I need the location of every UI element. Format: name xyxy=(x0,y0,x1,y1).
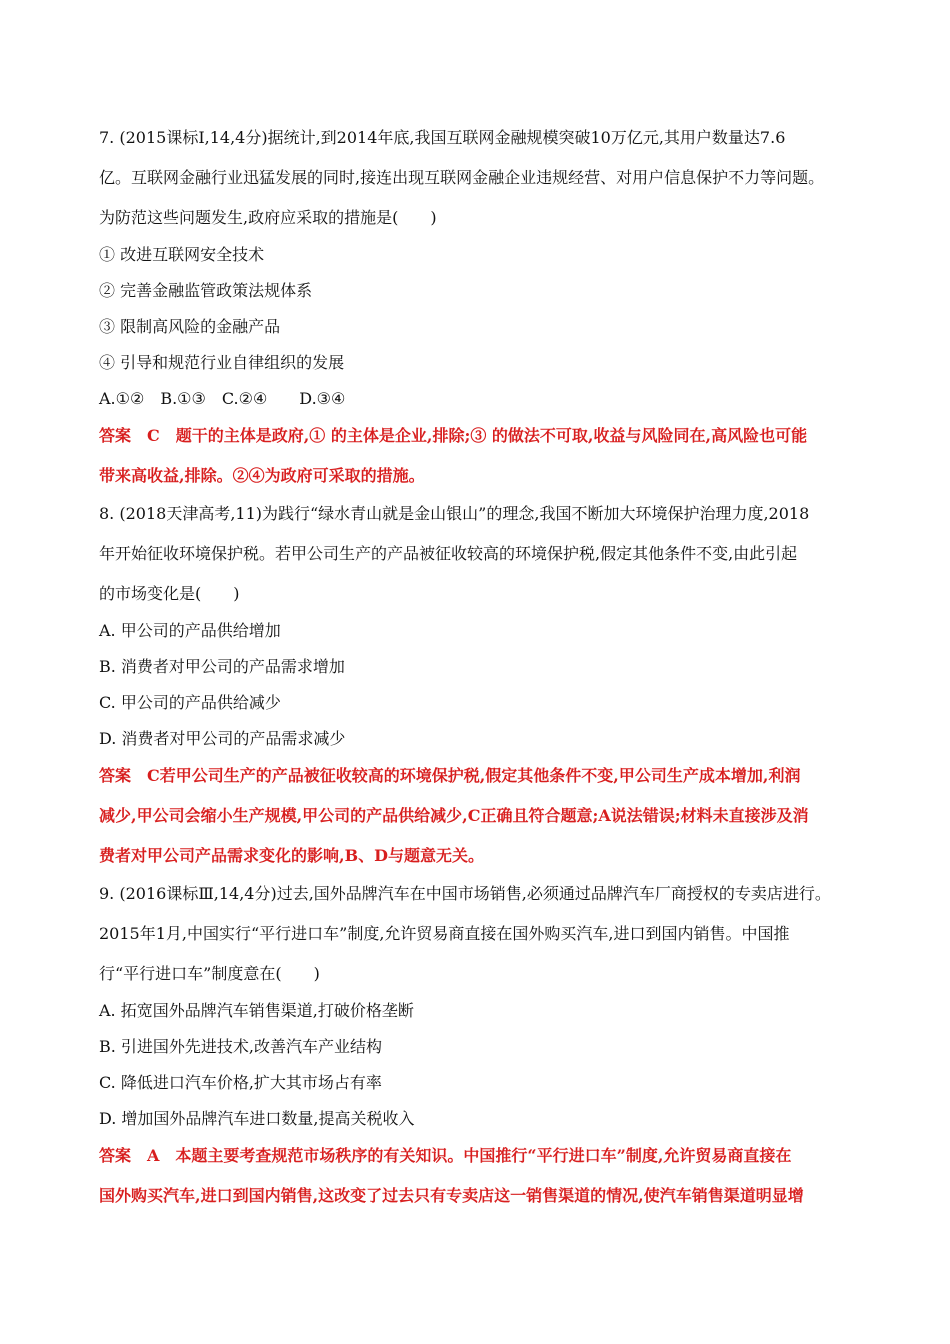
q7-item-3: ③ 限制高风险的金融产品 xyxy=(99,317,281,336)
q8-answer-line-2: 减少,甲公司会缩小生产规模,甲公司的产品供给减少,C正确且符合题意;A说法错误;材料未直接涉及消 xyxy=(99,806,809,825)
q8-answer-line-1: 答案 C若甲公司生产的产品被征收较高的环境保护税,假定其他条件不变,甲公司生产成本增加,利润 xyxy=(99,766,801,785)
q9-option-d: D. 增加国外品牌汽车进口数量,提高关税收入 xyxy=(99,1109,415,1128)
q7-stem-line-2: 亿。互联网金融行业迅猛发展的同时,接连出现互联网金融企业违规经营、对用户信息保护不力等问题。 xyxy=(99,168,825,187)
q7-item-2: ② 完善金融监管政策法规体系 xyxy=(99,281,313,300)
q8-option-c: C. 甲公司的产品供给减少 xyxy=(99,693,281,712)
q7-answer-line-2: 带来高收益,排除。②④为政府可采取的措施。 xyxy=(99,466,425,485)
q9-option-a: A. 拓宽国外品牌汽车销售渠道,打破价格垄断 xyxy=(99,1001,414,1020)
q8-option-d: D. 消费者对甲公司的产品需求减少 xyxy=(99,729,346,748)
q8-stem-line-2: 年开始征收环境保护税。若甲公司生产的产品被征收较高的环境保护税,假定其他条件不变,由此引起 xyxy=(99,544,798,563)
q7-stem-line-3: 为防范这些问题发生,政府应采取的措施是( ) xyxy=(99,208,437,227)
q7-stem-line-1: 7. (2015课标Ⅰ,14,4分)据统计,到2014年底,我国互联网金融规模突破10万亿元,其用户数量达7.6 xyxy=(99,128,786,147)
q9-stem-line-3: 行“平行进口车”制度意在( ) xyxy=(99,964,320,983)
q9-option-b: B. 引进国外先进技术,改善汽车产业结构 xyxy=(99,1037,383,1056)
q8-option-a: A. 甲公司的产品供给增加 xyxy=(99,621,281,640)
q9-stem-line-2: 2015年1月,中国实行“平行进口车”制度,允许贸易商直接在国外购买汽车,进口到国内销售。中国推 xyxy=(99,924,790,943)
q8-stem-line-1: 8. (2018天津高考,11)为践行“绿水青山就是金山银山”的理念,我国不断加大环境保护治理力度,2018 xyxy=(99,504,810,523)
q9-stem-line-1: 9. (2016课标Ⅲ,14,4分)过去,国外品牌汽车在中国市场销售,必须通过品牌汽车厂商授权的专卖店进行。 xyxy=(99,884,831,903)
q9-answer-line-1: 答案 A 本题主要考查规范市场秩序的有关知识。中国推行“平行进口车”制度,允许贸易商直接在 xyxy=(99,1146,792,1165)
q8-stem-line-3: 的市场变化是( ) xyxy=(99,584,240,603)
q9-option-c: C. 降低进口汽车价格,扩大其市场占有率 xyxy=(99,1073,382,1092)
q7-answer-line-1: 答案 C 题干的主体是政府,① 的主体是企业,排除;③ 的做法不可取,收益与风险同在,高风险也可能 xyxy=(99,426,808,445)
q8-option-b: B. 消费者对甲公司的产品需求增加 xyxy=(99,657,345,676)
q7-item-1: ① 改进互联网安全技术 xyxy=(99,245,265,264)
q9-answer-line-2: 国外购买汽车,进口到国内销售,这改变了过去只有专卖店这一销售渠道的情况,使汽车销售渠道明显增 xyxy=(99,1186,804,1205)
q8-answer-line-3: 费者对甲公司产品需求变化的影响,B、D与题意无关。 xyxy=(99,846,484,865)
q7-options: A.①② B.①③ C.②④ D.③④ xyxy=(99,389,346,408)
q7-item-4: ④ 引导和规范行业自律组织的发展 xyxy=(99,353,345,372)
